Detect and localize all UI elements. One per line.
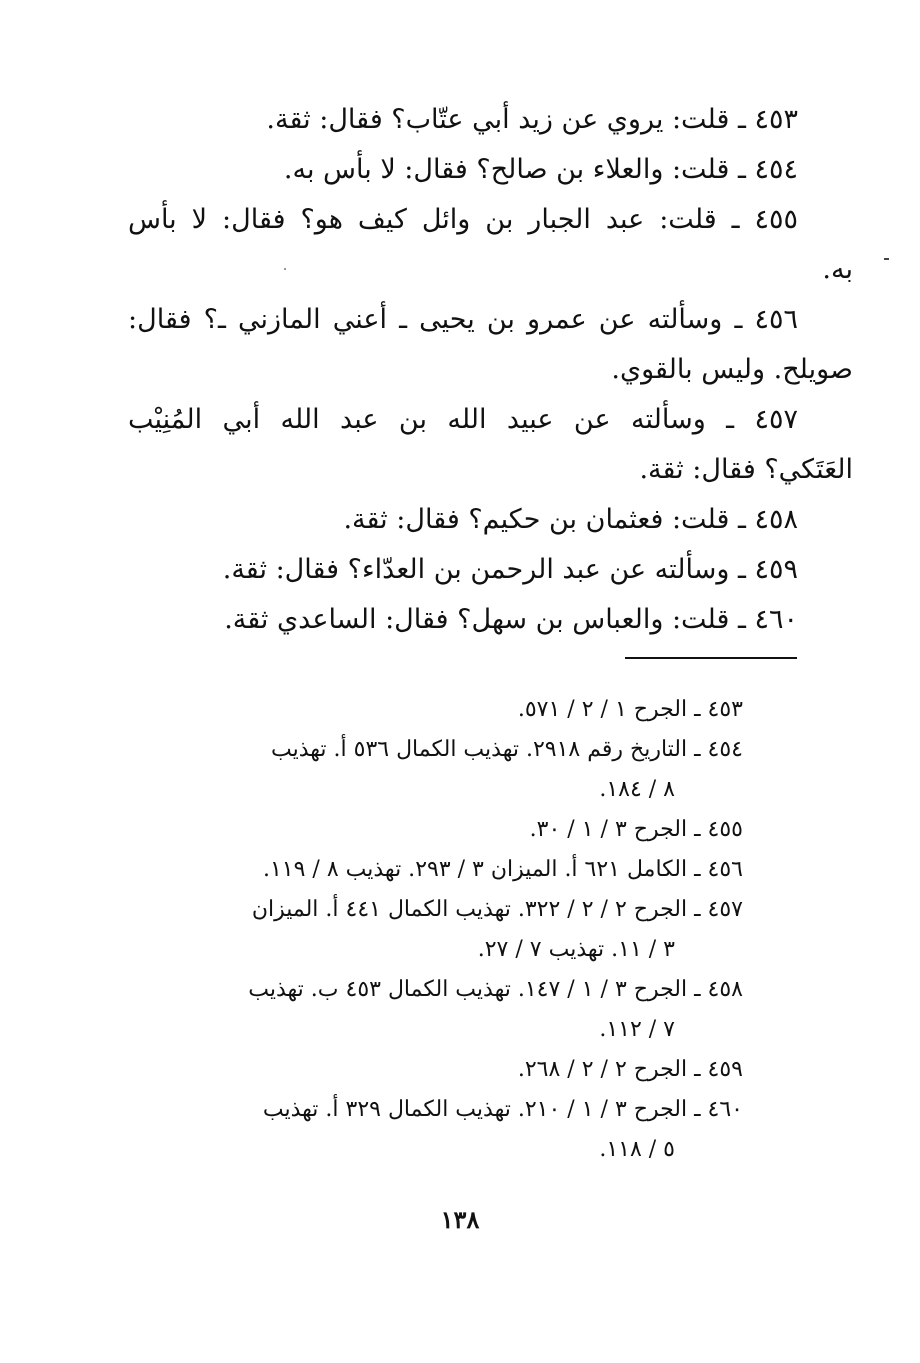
- entry-456: ٤٥٦ ـ وسألته عن عمرو بن يحيى ـ أعني المازني ـ؟ فقال:: [128, 304, 798, 335]
- main-text: [128, 95, 853, 645]
- entry-455-continuation: به.: [822, 254, 853, 285]
- footnote-454-continuation: ٨ / ١٨٤.: [599, 777, 675, 802]
- entry-457: ٤٥٧ ـ وسألته عن عبيد الله بن عبد الله أبي المُنِيْب: [128, 404, 798, 435]
- footnote-454: ٤٥٤ ـ التاريخ رقم ٢٩١٨. تهذيب الكمال ٥٣٦ أ. تهذيب: [270, 737, 743, 762]
- footnote-458: ٤٥٨ ـ الجرح ٣ / ١ / ١٤٧. تهذيب الكمال ٤٥٣ ب. تهذيب: [248, 977, 743, 1002]
- entry-455: ٤٥٥ ـ قلت: عبد الجبار بن وائل كيف هو؟ فقال: لا بأس: [128, 204, 798, 235]
- footnote-455: ٤٥٥ ـ الجرح ٣ / ١ / ٣٠.: [529, 817, 743, 842]
- footnote-457-continuation: ٣ / ١١. تهذيب ٧ / ٢٧.: [477, 937, 675, 962]
- footnote-460-continuation: ٥ / ١١٨.: [599, 1137, 675, 1162]
- entry-458: ٤٥٨ ـ قلت: فعثمان بن حكيم؟ فقال: ثقة.: [343, 504, 798, 535]
- footnote-453: ٤٥٣ ـ الجرح ١ / ٢ / ٥٧١.: [517, 697, 743, 722]
- scan-speck: [884, 258, 889, 260]
- scan-speck: [284, 268, 286, 270]
- footnote-457: ٤٥٧ ـ الجرح ٢ / ٢ / ٣٢٢. تهذيب الكمال ٤٤١ أ. الميزان: [251, 897, 743, 922]
- entry-454: ٤٥٤ ـ قلت: والعلاء بن صالح؟ فقال: لا بأس به.: [283, 154, 798, 185]
- entry-457-continuation: العَتَكي؟ فقال: ثقة.: [639, 454, 853, 485]
- footnote-separator: [625, 657, 797, 659]
- footnote-459: ٤٥٩ ـ الجرح ٢ / ٢ / ٢٦٨.: [517, 1057, 743, 1082]
- entry-453: ٤٥٣ ـ قلت: يروي عن زيد أبي عتّاب؟ فقال: ثقة.: [266, 104, 798, 135]
- entry-456-continuation: صويلح. وليس بالقوي.: [611, 354, 853, 385]
- footnote-456: ٤٥٦ ـ الكامل ٦٢١ أ. الميزان ٣ / ٢٩٣. تهذيب ٨ / ١١٩.: [262, 857, 743, 882]
- footnote-460: ٤٦٠ ـ الجرح ٣ / ١ / ٢١٠. تهذيب الكمال ٣٢٩ أ. تهذيب: [262, 1097, 743, 1122]
- entry-460: ٤٦٠ ـ قلت: والعباس بن سهل؟ فقال: الساعدي ثقة.: [224, 604, 798, 635]
- footnotes: [138, 690, 743, 1170]
- entry-459: ٤٥٩ ـ وسألته عن عبد الرحمن بن العدّاء؟ فقال: ثقة.: [222, 554, 798, 585]
- footnote-458-continuation: ٧ / ١١٢.: [599, 1017, 675, 1042]
- page-number: ١٣٨: [440, 1205, 480, 1234]
